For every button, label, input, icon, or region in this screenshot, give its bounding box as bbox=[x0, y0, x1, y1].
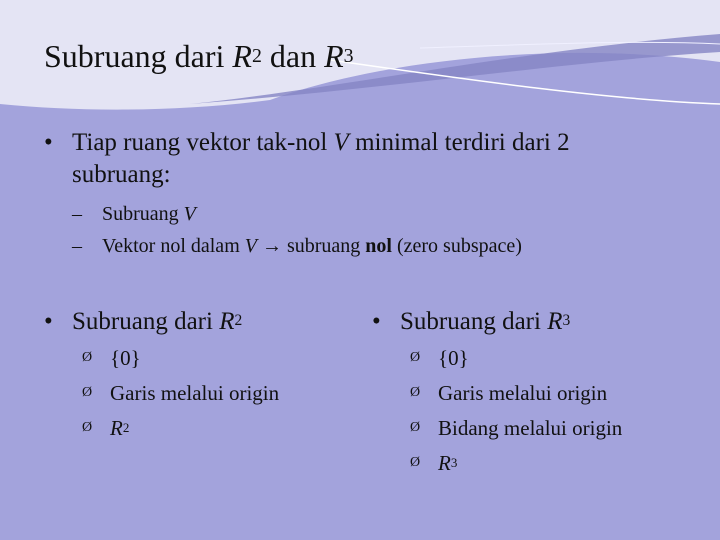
arrowhead-bullet-icon: Ø bbox=[410, 420, 421, 436]
sub-item-tail: (zero subspace) bbox=[391, 235, 522, 257]
arrowhead-bullet-icon: Ø bbox=[410, 385, 421, 401]
title-prefix: Subruang dari bbox=[44, 38, 233, 74]
arrowhead-bullet-icon: Ø bbox=[82, 350, 93, 366]
sub-item-v: V bbox=[244, 235, 257, 257]
right-item-text: Bidang melalui origin bbox=[438, 416, 623, 440]
sub-item-v: V bbox=[183, 203, 196, 225]
left-item-exp: 2 bbox=[122, 419, 130, 435]
right-item-r: R bbox=[438, 451, 451, 475]
arrow-right-icon: → bbox=[256, 235, 287, 257]
main-bullet bbox=[44, 127, 674, 191]
left-item-garis bbox=[82, 379, 279, 409]
dash-bullet: – bbox=[72, 235, 82, 257]
bullet-dot: • bbox=[44, 129, 53, 156]
left-item-text: Garis melalui origin bbox=[110, 381, 280, 405]
left-heading-exp: 2 bbox=[234, 312, 243, 330]
right-item-exp: 3 bbox=[450, 454, 458, 470]
arrowhead-bullet-icon: Ø bbox=[410, 350, 421, 366]
left-item-r2 bbox=[82, 414, 129, 444]
left-heading-text: Subruang dari bbox=[72, 308, 220, 335]
right-item-text: Garis melalui origin bbox=[438, 381, 608, 405]
sub-item-text: Subruang bbox=[102, 203, 184, 225]
arrowhead-bullet-icon: Ø bbox=[82, 420, 93, 436]
right-item-zero bbox=[410, 344, 469, 374]
main-bullet-text-start: Tiap ruang vektor tak-nol bbox=[72, 129, 334, 156]
sub-item-vektor-nol bbox=[72, 233, 522, 259]
left-item-text: {0} bbox=[110, 346, 141, 370]
sub-item-after: subruang bbox=[286, 235, 366, 257]
right-item-bidang bbox=[410, 414, 622, 444]
left-column-heading bbox=[44, 306, 242, 338]
right-column-heading bbox=[372, 306, 570, 338]
title-r2: R bbox=[232, 38, 252, 74]
sub-item-text: Vektor nol dalam bbox=[102, 235, 245, 257]
bullet-dot: • bbox=[44, 308, 53, 335]
main-bullet-v: V bbox=[333, 129, 349, 156]
sub-item-subruang-v bbox=[72, 201, 196, 227]
bullet-dot: • bbox=[372, 308, 381, 335]
arrowhead-bullet-icon: Ø bbox=[410, 455, 421, 471]
slide-title bbox=[44, 36, 354, 76]
main-bullet-text bbox=[44, 127, 674, 191]
right-item-r3 bbox=[410, 449, 457, 479]
arrowhead-bullet-icon: Ø bbox=[82, 385, 93, 401]
sub-item-bold: nol bbox=[365, 235, 392, 257]
dash-bullet: – bbox=[72, 203, 82, 225]
title-r3: R bbox=[324, 38, 344, 74]
right-item-text: {0} bbox=[438, 346, 469, 370]
title-mid: dan bbox=[261, 38, 325, 74]
main-bullet-text-rest: minimal terdiri dari 2 subruang: bbox=[72, 129, 570, 188]
right-heading-text: Subruang dari bbox=[400, 308, 548, 335]
left-item-r: R bbox=[110, 416, 123, 440]
left-item-zero bbox=[82, 344, 141, 374]
title-exp-3: 3 bbox=[343, 45, 354, 68]
right-item-garis bbox=[410, 379, 607, 409]
right-heading-exp: 3 bbox=[562, 312, 571, 330]
left-heading-r: R bbox=[219, 308, 235, 335]
title-exp-2: 2 bbox=[251, 45, 262, 68]
right-heading-r: R bbox=[547, 308, 563, 335]
